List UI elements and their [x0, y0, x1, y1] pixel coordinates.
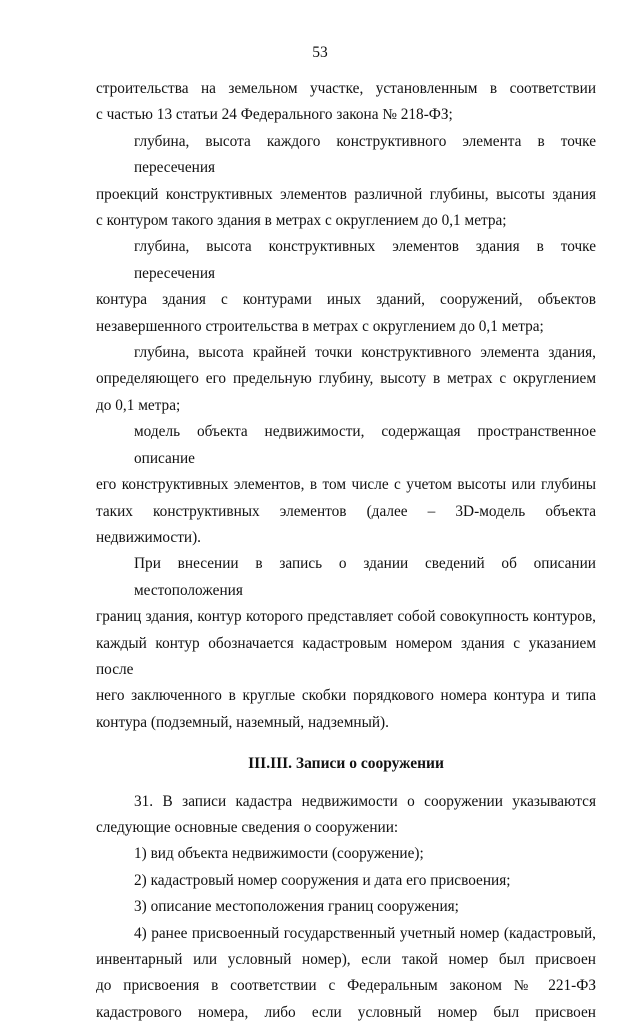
- text-line: 4) ранее присвоенный государственный учетный номер (кадастровый,: [134, 924, 596, 942]
- text-line: с частью 13 статьи 24 Федерального закона № 218-ФЗ;: [96, 106, 453, 124]
- paragraphs-bottom: [96, 789, 596, 1026]
- paragraph: [96, 841, 596, 867]
- text-line: 31. В записи кадастра недвижимости о сооружении указываются: [134, 792, 596, 810]
- text-line: следующие основные сведения о сооружении:: [96, 818, 399, 836]
- text-line: границ здания, контур которого представляет собой совокупность контуров,: [96, 608, 596, 626]
- text-line: определяющего его предельную глубину, высоту в метрах с округлением: [96, 370, 596, 388]
- paragraph: [96, 419, 596, 551]
- paragraphs-top: [96, 76, 596, 736]
- paragraph: [96, 129, 596, 235]
- paragraph: [96, 789, 596, 842]
- text-line: таких конструктивных элементов (далее – 3D-модель объекта недвижимости).: [96, 502, 596, 546]
- text-line: строительства на земельном участке, установленным в соответствии: [96, 80, 596, 97]
- paragraph: [96, 551, 596, 736]
- text-line: При внесении в запись о здании сведений об описании местоположения: [134, 555, 596, 599]
- text-line: с контуром такого здания в метрах с округлением до 0,1 метра;: [96, 212, 507, 230]
- text-line: до присвоения в соответствии с Федеральным законом № 221-ФЗ: [96, 977, 596, 995]
- paragraph: [96, 76, 596, 129]
- text-line: глубина, высота каждого конструктивного элемента в точке пересечения: [134, 132, 596, 177]
- text-line: 3) описание местоположения границ сооружения;: [134, 898, 459, 916]
- text-line: незавершенного строительства в метрах с округлением до 0,1 метра;: [96, 317, 544, 335]
- paragraph: [96, 234, 596, 340]
- text-line: 1) вид объекта недвижимости (сооружение);: [134, 845, 424, 863]
- text-line: до 0,1 метра;: [96, 396, 181, 414]
- text-line: каждый контур обозначается кадастровым номером здания с указанием после: [96, 634, 596, 678]
- text-line: 2) кадастровый номер сооружения и дата его присвоения;: [134, 871, 511, 889]
- text-line: инвентарный или условный номер), если такой номер был присвоен: [96, 951, 596, 968]
- text-line: него заключенного в круглые скобки порядкового номера контура и типа: [96, 687, 596, 705]
- text-line: глубина, высота крайней точки конструктивного элемента здания,: [134, 344, 596, 362]
- section-heading: III.III. Записи о сооружении: [248, 755, 444, 773]
- paragraph: [96, 868, 596, 894]
- paragraph: [96, 340, 596, 419]
- text-line: модель объекта недвижимости, содержащая пространственное описание: [134, 423, 596, 467]
- document-body: [96, 76, 596, 1026]
- page-number: 53: [312, 44, 328, 61]
- text-line: кадастрового номера, либо если условный номер был присвоен: [96, 1003, 596, 1021]
- text-line: контура здания с контурами иных зданий, сооружений, объектов: [96, 291, 596, 309]
- text-line: глубина, высота конструктивных элементов здания в точке пересечения: [134, 238, 596, 282]
- paragraph: [96, 894, 596, 920]
- text-line: его конструктивных элементов, в том числе с учетом высоты или глубины: [96, 476, 596, 494]
- text-line: контура (подземный, наземный, надземный).: [96, 713, 389, 731]
- paragraph: [96, 921, 596, 1026]
- text-line: проекций конструктивных элементов различной глубины, высоты здания: [96, 185, 596, 203]
